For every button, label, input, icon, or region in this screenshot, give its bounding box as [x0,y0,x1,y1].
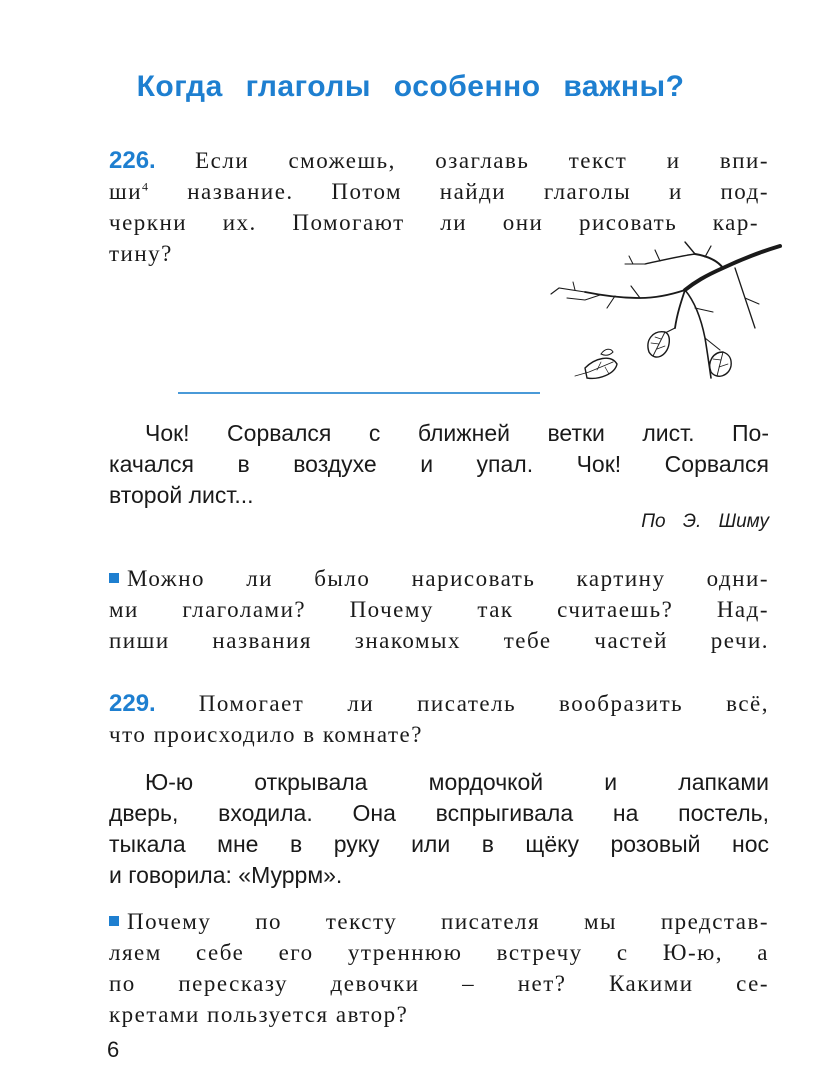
exercise-text: ши [109,179,143,204]
task-2-line-2: ляем себе его утреннюю встречу с Ю-ю, а [109,940,769,965]
exercise-229-line-2: что происходило в комнате? [109,722,423,747]
story-2-line-3: тыкала мне в руку или в щёку розовый нос [109,831,769,857]
attribution: По Э. Шиму [641,511,769,532]
page-number: 6 [107,1037,120,1062]
task-text: Можно ли было нарисовать картину одни- [127,566,769,591]
bullet-icon [109,573,119,583]
exercise-229-line-1 [109,689,769,719]
task-1-line-3: пиши названия знакомых тебе частей речи. [109,628,769,653]
task-2-line-1 [109,907,769,937]
exercise-text: Если сможешь, озаглавь текст и впи- [195,148,769,173]
story-2-line-4: и говорила: «Муррм». [109,862,343,888]
exercise-226-line-3: черкни их. Помогают ли они рисовать кар- [109,210,759,235]
page-title: Когда глаголы особенно важны? [136,70,685,103]
task-1-line-1 [109,564,769,594]
story-1-line-1: Чок! Сорвался с ближней ветки лист. По- [145,420,769,446]
branch-illustration [545,238,785,398]
exercise-number: 229. [109,690,156,717]
answer-line[interactable] [178,392,540,394]
exercise-number: 226. [109,147,156,174]
story-1-line-3: второй лист... [109,482,254,508]
exercise-text: Помогает ли писатель вообразить всё, [198,691,769,716]
story-2-line-1: Ю-ю открывала мордочкой и лапками [145,769,769,795]
exercise-226-line-2 [109,177,769,207]
exercise-text: название. Потом найди глаголы и под- [149,179,769,204]
story-2-line-2: дверь, входила. Она вспрыгивала на постель, [109,800,769,826]
story-1-line-2: качался в воздухе и упал. Чок! Сорвался [109,451,769,477]
task-2-line-3: по пересказу девочки – нет? Какими се- [109,971,769,996]
bullet-icon [109,916,119,926]
task-2-line-4: кретами пользуется автор? [109,1002,409,1027]
exercise-226-line-1 [109,146,769,176]
exercise-226-line-4: тину? [109,241,173,266]
task-text: Почему по тексту писателя мы представ- [127,909,769,934]
footnote-marker: 4 [142,179,150,194]
task-1-line-2: ми глаголами? Почему так считаешь? Над- [109,597,769,622]
